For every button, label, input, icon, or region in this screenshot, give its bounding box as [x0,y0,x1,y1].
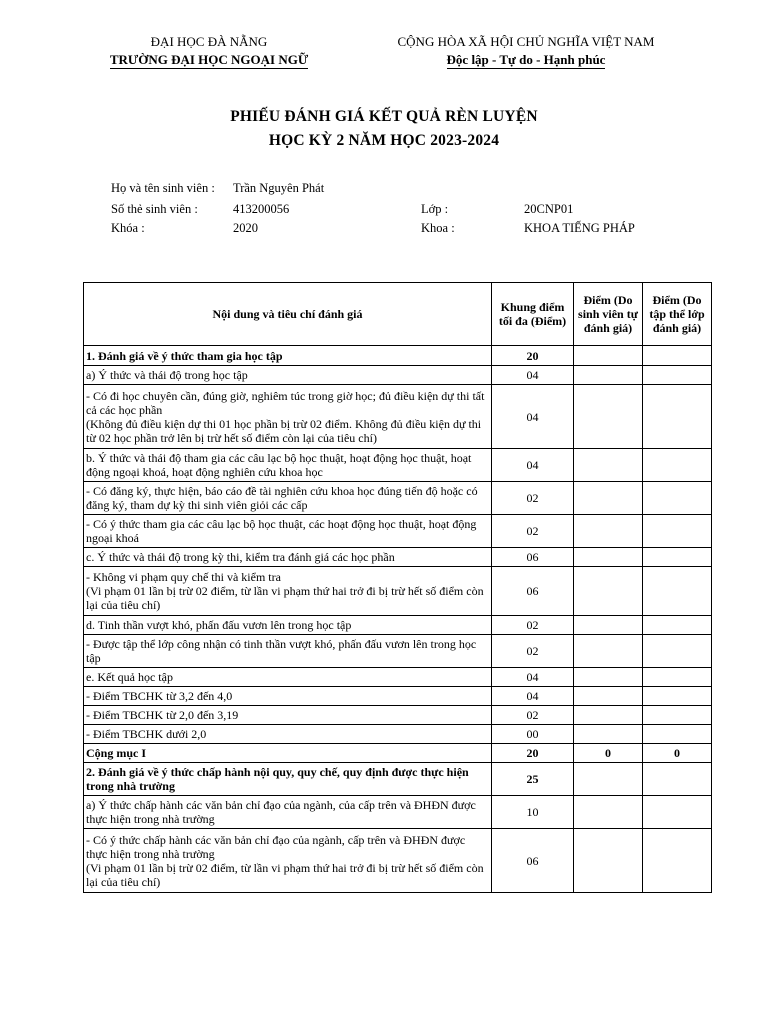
row-max-score: 20 [492,346,574,366]
class-label: Lớp : [421,202,449,216]
row-self-score [574,706,643,725]
table-row [84,548,712,567]
row-max-score: 06 [492,567,574,616]
table-row [84,706,712,725]
row-content: - Không vi phạm quy chế thi và kiểm tra (Vi phạm 01 lần bị trừ 02 điểm, từ lần vi phạm thứ hai trở đi bị trừ hết số điểm còn lại của tiêu chí) [84,567,492,616]
table-row [84,763,712,796]
row-max-score: 02 [492,482,574,515]
national-title: CỘNG HÒA XÃ HỘI CHỦ NGHĨA VIỆT NAM [397,34,655,49]
row-content: a) Ý thức và thái độ trong học tập [84,366,492,385]
row-content: 2. Đánh giá về ý thức chấp hành nội quy, quy chế, quy định được thực hiện trong nhà trường [84,763,492,796]
national-motto: Độc lập - Tự do - Hạnh phúc [446,52,606,67]
row-max-score: 20 [492,744,574,763]
year-label: Khóa : [111,221,145,235]
header-max-score: Khung điểm tối đa (Điểm) [492,283,574,346]
row-max-score: 04 [492,449,574,482]
row-self-score [574,567,643,616]
row-content: - Có đi học chuyên cần, đúng giờ, nghiêm túc trong giờ học; đủ điều kiện dự thi tất cả các học phần (Không đủ điều kiện dự thi 01 học phần bị trừ 02 điểm. Không đủ điều kiện dự thi từ 02 học phần trở lên bị trừ hết số điểm còn lại của tiêu chí) [84,385,492,449]
row-max-score: 10 [492,796,574,829]
row-class-score [643,567,712,616]
row-self-score [574,548,643,567]
row-content: - Điểm TBCHK từ 2,0 đến 3,19 [84,706,492,725]
table-row [84,346,712,366]
table-row [84,385,712,449]
row-content: - Có ý thức chấp hành các văn bản chỉ đạo của ngành, cấp trên và ĐHĐN được thực hiện trong nhà trường (Vi phạm 01 lần bị trừ 02 điểm, từ lần vi phạm thứ hai trở đi bị trừ hết số điểm còn lại của tiêu chí) [84,829,492,893]
row-content: - Được tập thể lớp công nhận có tinh thần vượt khó, phấn đấu vươn lên trong học tập [84,635,492,668]
row-content: - Có ý thức tham gia các câu lạc bộ học thuật, các hoạt động học thuật, hoạt động ngoại khoá [84,515,492,548]
student-id-value: 413200056 [233,202,290,216]
header-class-score: Điểm (Do tập thể lớp đánh giá) [643,283,712,346]
form-semester: HỌC KỲ 2 NĂM HỌC 2023-2024 [268,132,500,149]
row-class-score [643,515,712,548]
faculty-label: Khoa : [421,221,455,235]
row-content: 1. Đánh giá về ý thức tham gia học tập [84,346,492,366]
university-header [96,33,322,69]
row-class-score [643,725,712,744]
table-row [84,567,712,616]
table-row [84,796,712,829]
class-value: 20CNP01 [524,202,574,216]
row-content: - Điểm TBCHK dưới 2,0 [84,725,492,744]
student-name-value: Trần Nguyên Phát [233,181,325,195]
row-content: e. Kết quả học tập [84,668,492,687]
row-self-score [574,635,643,668]
school-name: TRƯỜNG ĐẠI HỌC NGOẠI NGỮ [109,52,309,67]
row-class-score [643,668,712,687]
row-max-score: 04 [492,687,574,706]
row-max-score: 04 [492,385,574,449]
table-row [84,687,712,706]
table-row [84,616,712,635]
row-class-score [643,706,712,725]
row-class-score [643,796,712,829]
table-row [84,668,712,687]
form-title: PHIẾU ĐÁNH GIÁ KẾT QUẢ RÈN LUYỆN [230,108,538,125]
row-class-score: 0 [643,744,712,763]
row-self-score [574,515,643,548]
table-header-row [84,283,712,346]
row-content: d. Tinh thần vượt khó, phấn đấu vươn lên trong học tập [84,616,492,635]
row-max-score: 04 [492,668,574,687]
row-content: - Điểm TBCHK từ 3,2 đến 4,0 [84,687,492,706]
university-name: ĐẠI HỌC ĐÀ NẴNG [150,34,268,49]
row-class-score [643,687,712,706]
row-class-score [643,616,712,635]
row-self-score [574,668,643,687]
row-self-score [574,482,643,515]
row-self-score [574,385,643,449]
row-max-score: 00 [492,725,574,744]
table-row [84,515,712,548]
student-id-label: Số thẻ sinh viên : [111,202,198,216]
evaluation-table [83,282,712,893]
header-self-score: Điểm (Do sinh viên tự đánh giá) [574,283,643,346]
row-self-score [574,763,643,796]
row-self-score [574,366,643,385]
row-self-score [574,687,643,706]
table-row [84,449,712,482]
row-class-score [643,385,712,449]
row-class-score [643,482,712,515]
row-class-score [643,366,712,385]
row-class-score [643,829,712,893]
row-max-score: 06 [492,829,574,893]
row-max-score: 02 [492,706,574,725]
student-name-label: Họ và tên sinh viên : [111,181,215,195]
row-max-score: 06 [492,548,574,567]
row-self-score [574,346,643,366]
row-max-score: 25 [492,763,574,796]
year-value: 2020 [233,221,258,235]
table-row [84,366,712,385]
row-max-score: 02 [492,635,574,668]
row-self-score: 0 [574,744,643,763]
row-max-score: 04 [492,366,574,385]
table-row [84,635,712,668]
table-row [84,744,712,763]
row-self-score [574,796,643,829]
row-class-score [643,346,712,366]
table-row [84,482,712,515]
row-class-score [643,635,712,668]
row-self-score [574,829,643,893]
header-content: Nội dung và tiêu chí đánh giá [84,283,492,346]
table-body [84,346,712,893]
table-row [84,725,712,744]
row-content: - Có đăng ký, thực hiện, báo cáo đề tài nghiên cứu khoa học đúng tiến độ hoặc có đăng ký, tham dự kỳ thi sinh viên giỏi các cấp [84,482,492,515]
row-max-score: 02 [492,616,574,635]
national-header [380,33,672,69]
table-row [84,829,712,893]
row-content: c. Ý thức và thái độ trong kỳ thi, kiểm tra đánh giá các học phần [84,548,492,567]
row-self-score [574,449,643,482]
row-class-score [643,449,712,482]
row-self-score [574,725,643,744]
row-class-score [643,548,712,567]
row-content: Cộng mục I [84,744,492,763]
row-content: b. Ý thức và thái độ tham gia các câu lạc bộ học thuật, hoạt động học thuật, hoạt động ngoại khoá, hoạt động nghiên cứu khoa học [84,449,492,482]
row-content: a) Ý thức chấp hành các văn bản chỉ đạo của ngành, của cấp trên và ĐHĐN được thực hiện trong nhà trường [84,796,492,829]
row-self-score [574,616,643,635]
row-class-score [643,763,712,796]
row-max-score: 02 [492,515,574,548]
faculty-value: KHOA TIẾNG PHÁP [524,221,635,235]
